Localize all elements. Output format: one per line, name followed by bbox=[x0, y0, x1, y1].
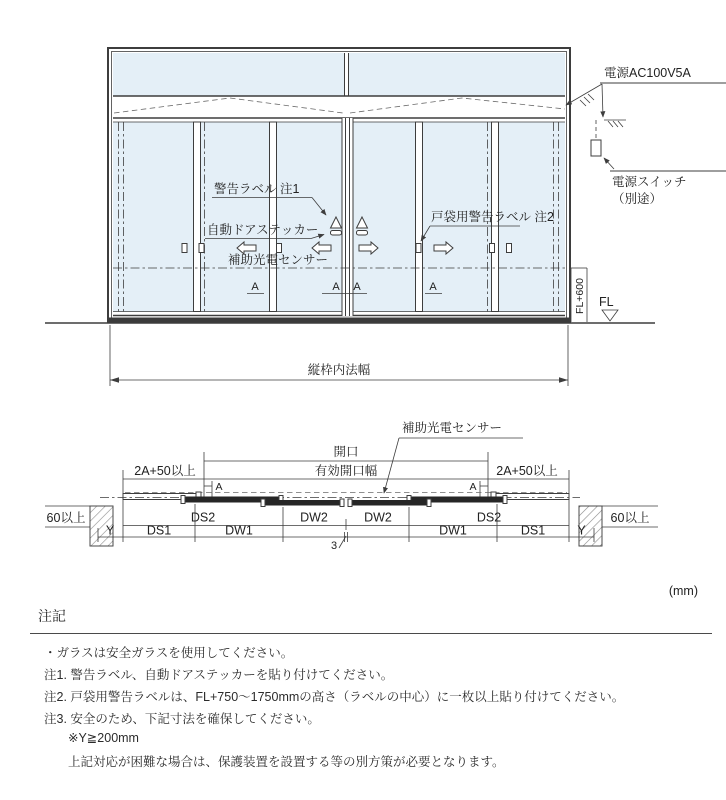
fl-text: FL bbox=[599, 295, 614, 309]
note-2: 注2. 戸袋用警告ラベルは、FL+750〜1750mmの高さ（ラベルの中心）に一枚以上貼り付けてください。 bbox=[44, 690, 625, 704]
a-dim-right: A bbox=[469, 481, 477, 493]
section-mark-a: A bbox=[353, 281, 361, 293]
fl600-text: FL+600 bbox=[574, 278, 586, 314]
wiring-chevron-right bbox=[350, 98, 565, 113]
plan-sensor-callout bbox=[384, 420, 523, 493]
meeting-stiles bbox=[342, 118, 354, 316]
a-dim-left: A bbox=[215, 481, 223, 493]
door-sticker-text: 自動ドアステッカー bbox=[207, 223, 319, 237]
dim-ds1-right: DS1 bbox=[520, 523, 546, 538]
leaf-dw2-right bbox=[349, 501, 430, 506]
power-supply-callout bbox=[566, 66, 726, 140]
floor-level-marker bbox=[599, 295, 618, 321]
notes-divider bbox=[30, 633, 712, 634]
frame-width-dimension bbox=[110, 325, 568, 386]
note-3: 注3. 安全のため、下記寸法を確保してください。 bbox=[44, 712, 320, 726]
power-switch-callout bbox=[591, 140, 726, 206]
sensor-icon bbox=[199, 244, 204, 253]
dim-ds2-right: DS2 bbox=[476, 510, 502, 525]
dim-ds1-left: DS1 bbox=[146, 523, 172, 538]
plan-door-assembly bbox=[100, 492, 580, 507]
dim-dw2-left: DW2 bbox=[300, 510, 328, 525]
note-glass: ・ガラスは安全ガラスを使用してください。 bbox=[44, 646, 294, 660]
effective-opening-text: 有効開口幅 bbox=[314, 464, 378, 478]
switch-icon bbox=[591, 140, 601, 156]
wiring-chevron-left bbox=[114, 98, 343, 113]
sensor-icon bbox=[490, 244, 495, 253]
dim-dw2-right: DW2 bbox=[364, 510, 392, 525]
section-mark-a: A bbox=[429, 281, 437, 293]
dim-dw1-left: DW1 bbox=[225, 523, 253, 538]
clearance-left-text: 2A+50以上 bbox=[134, 464, 196, 478]
dim-y-right: Y bbox=[577, 523, 586, 538]
sticker-icon bbox=[357, 231, 368, 236]
power-switch-text-2: （別途） bbox=[612, 192, 663, 206]
notes-heading: 注記 bbox=[38, 608, 66, 624]
dim-ds2-left: DS2 bbox=[190, 510, 216, 525]
units-label: (mm) bbox=[668, 584, 698, 598]
header-band bbox=[113, 96, 565, 118]
wall-left bbox=[45, 506, 113, 546]
pocket-warning-text: 戸袋用警告ラベル 注2 bbox=[431, 210, 554, 224]
dim-dw1-right: DW1 bbox=[439, 523, 467, 538]
frame-width-text: 縦枠内法幅 bbox=[307, 363, 371, 377]
wall-right bbox=[579, 506, 658, 546]
center-gap-text: 3 bbox=[330, 540, 338, 552]
power-switch-text-1: 電源スイッチ bbox=[612, 175, 687, 189]
wall-right-text: 60以上 bbox=[610, 511, 650, 525]
sensor-icon bbox=[507, 244, 512, 253]
sensor-icon bbox=[182, 244, 187, 253]
center-gap-callout bbox=[331, 536, 346, 552]
dim-y-left: Y bbox=[105, 523, 115, 538]
door-sticker-callout bbox=[205, 222, 324, 239]
plan-view bbox=[45, 420, 658, 552]
transom-glass bbox=[113, 53, 565, 96]
level-triangle-icon bbox=[602, 310, 618, 321]
leaf-dw2-left bbox=[263, 501, 344, 506]
warning-label-text: 警告ラベル 注1 bbox=[214, 182, 300, 196]
sticker-icon bbox=[331, 231, 342, 236]
clearance-right-text: 2A+50以上 bbox=[496, 464, 558, 478]
pocket-warning-label-icon bbox=[416, 244, 421, 253]
transom-mullion bbox=[345, 53, 349, 96]
fl600-dimension bbox=[571, 268, 587, 322]
note-1: 注1. 警告ラベル、自動ドアステッカーを貼り付けてください。 bbox=[44, 668, 394, 682]
plan-sensor-text: 補助光電センサー bbox=[402, 421, 503, 435]
opening-text: 開口 bbox=[333, 445, 359, 459]
threshold bbox=[109, 318, 569, 323]
sensor-icon bbox=[277, 244, 282, 253]
section-mark-a: A bbox=[251, 281, 259, 293]
plan-dimension-rows bbox=[98, 504, 594, 552]
note-3-sub-2: 上記対応が困難な場合は、保護装置を設置する等の別方策が必要となります。 bbox=[68, 755, 505, 769]
note-3-sub-1: ※Y≧200mm bbox=[68, 731, 139, 745]
elevation-view bbox=[45, 48, 726, 386]
elevation-sensor-label: 補助光電センサー bbox=[228, 253, 329, 267]
power-label-text: 電源AC100V5A bbox=[604, 66, 691, 80]
wall-left-text: 60以上 bbox=[46, 511, 86, 525]
section-mark-a: A bbox=[332, 281, 340, 293]
